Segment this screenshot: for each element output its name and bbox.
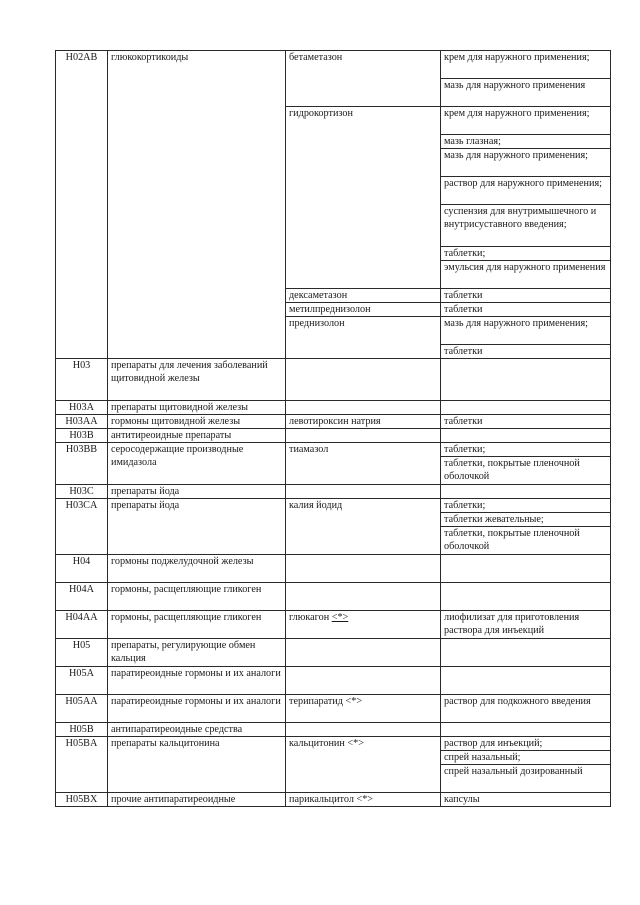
atc-code: H03C bbox=[56, 485, 108, 499]
table-row bbox=[56, 723, 611, 737]
drug-name bbox=[286, 737, 441, 793]
dosage-form: крем для наружного применения; bbox=[441, 107, 611, 135]
dosage-form-cell bbox=[441, 583, 611, 611]
atc-code: H04 bbox=[56, 555, 108, 583]
drug-name bbox=[286, 51, 441, 107]
atc-group: прочие антипаратиреоидные bbox=[108, 793, 286, 807]
atc-code: H05BA bbox=[56, 737, 108, 793]
table-row bbox=[56, 499, 611, 513]
dosage-form: спрей назальный дозированный bbox=[441, 765, 611, 793]
atc-group: гормоны, расщепляющие гликоген bbox=[108, 583, 286, 611]
atc-group: препараты щитовидной железы bbox=[108, 401, 286, 415]
table-row bbox=[56, 359, 611, 401]
atc-code: H02AB bbox=[56, 51, 108, 359]
dosage-form: эмульсия для наружного применения bbox=[441, 261, 611, 289]
table-row bbox=[56, 401, 611, 415]
atc-group: препараты кальцитонина bbox=[108, 737, 286, 793]
table-row bbox=[56, 415, 611, 429]
atc-code: H05A bbox=[56, 667, 108, 695]
drug-list-table bbox=[55, 50, 611, 807]
atc-group: гормоны, расщепляющие гликоген bbox=[108, 611, 286, 639]
dosage-form: мазь для наружного применения bbox=[441, 79, 611, 107]
dosage-form-cell bbox=[441, 485, 611, 499]
atc-code: H04A bbox=[56, 583, 108, 611]
drug-name bbox=[286, 415, 441, 429]
dosage-form: раствор для наружного применения; bbox=[441, 177, 611, 205]
drug-name-text: дексаметазон bbox=[289, 290, 348, 301]
table-row bbox=[56, 583, 611, 611]
dosage-form: таблетки, покрытые пленочной оболочкой bbox=[441, 457, 611, 485]
dosage-form: таблетки; bbox=[441, 247, 611, 261]
table-row bbox=[56, 695, 611, 723]
dosage-form-cell bbox=[441, 723, 611, 737]
atc-group: антипаратиреоидные средства bbox=[108, 723, 286, 737]
dosage-form: спрей назальный; bbox=[441, 751, 611, 765]
drug-name-text: терипаратид <*> bbox=[289, 696, 363, 707]
atc-group: паратиреоидные гормоны и их аналоги bbox=[108, 695, 286, 723]
drug-name bbox=[286, 611, 441, 639]
table-row bbox=[56, 793, 611, 807]
table-row bbox=[56, 51, 611, 79]
dosage-form: таблетки bbox=[441, 303, 611, 317]
table-row bbox=[56, 443, 611, 457]
drug-name-cell bbox=[286, 723, 441, 737]
dosage-form-cell bbox=[441, 555, 611, 583]
dosage-form: таблетки; bbox=[441, 443, 611, 457]
drug-name-text: парикальцитол <*> bbox=[289, 794, 374, 805]
dosage-form-cell bbox=[441, 359, 611, 401]
dosage-form-cell bbox=[441, 429, 611, 443]
drug-name bbox=[286, 107, 441, 289]
dosage-form: таблетки, покрытые пленочной оболочкой bbox=[441, 527, 611, 555]
drug-name-cell bbox=[286, 583, 441, 611]
drug-name-cell bbox=[286, 555, 441, 583]
dosage-form: мазь глазная; bbox=[441, 135, 611, 149]
dosage-form-cell bbox=[441, 639, 611, 667]
drug-name-text: калия йодид bbox=[289, 500, 343, 511]
atc-group: препараты для лечения заболеваний щитовидной железы bbox=[108, 359, 286, 401]
atc-code: H05BX bbox=[56, 793, 108, 807]
drug-name bbox=[286, 499, 441, 555]
drug-name-text: преднизолон bbox=[289, 318, 345, 329]
table-row bbox=[56, 611, 611, 639]
dosage-form: таблетки bbox=[441, 345, 611, 359]
atc-code: H05 bbox=[56, 639, 108, 667]
dosage-form: лиофилизат для приготовления раствора для инъекций bbox=[441, 611, 611, 639]
drug-name bbox=[286, 695, 441, 723]
atc-code: H03BB bbox=[56, 443, 108, 485]
drug-name-text: кальцитонин <*> bbox=[289, 738, 364, 749]
dosage-form: раствор для подкожного введения bbox=[441, 695, 611, 723]
atc-code: H03A bbox=[56, 401, 108, 415]
drug-name-cell bbox=[286, 485, 441, 499]
dosage-form: крем для наружного применения; bbox=[441, 51, 611, 79]
drug-name bbox=[286, 317, 441, 359]
drug-name-cell bbox=[286, 667, 441, 695]
dosage-form: раствор для инъекций; bbox=[441, 737, 611, 751]
drug-name-text: левотироксин натрия bbox=[289, 416, 381, 427]
dosage-form-cell bbox=[441, 667, 611, 695]
atc-code: H04AA bbox=[56, 611, 108, 639]
dosage-form: таблетки bbox=[441, 415, 611, 429]
drug-name bbox=[286, 443, 441, 485]
drug-name-cell bbox=[286, 429, 441, 443]
atc-group: серосодержащие производные имидазола bbox=[108, 443, 286, 485]
atc-group: препараты йода bbox=[108, 499, 286, 555]
atc-group: паратиреоидные гормоны и их аналоги bbox=[108, 667, 286, 695]
drug-name-text: гидрокортизон bbox=[289, 108, 353, 119]
atc-group: антитиреоидные препараты bbox=[108, 429, 286, 443]
dosage-form: таблетки жевательные; bbox=[441, 513, 611, 527]
atc-code: H03 bbox=[56, 359, 108, 401]
table-row bbox=[56, 639, 611, 667]
atc-code: H03AA bbox=[56, 415, 108, 429]
drug-name bbox=[286, 289, 441, 303]
footnote-mark: <*> bbox=[331, 612, 349, 623]
dosage-form: мазь для наружного применения; bbox=[441, 317, 611, 345]
table-row bbox=[56, 737, 611, 751]
dosage-form: капсулы bbox=[441, 793, 611, 807]
atc-group: препараты, регулирующие обмен кальция bbox=[108, 639, 286, 667]
atc-group: гормоны щитовидной железы bbox=[108, 415, 286, 429]
atc-code: H03B bbox=[56, 429, 108, 443]
atc-group: глюкокортикоиды bbox=[108, 51, 286, 359]
drug-name bbox=[286, 303, 441, 317]
dosage-form: таблетки bbox=[441, 289, 611, 303]
table-row bbox=[56, 429, 611, 443]
drug-name-text: тиамазол bbox=[289, 444, 329, 455]
atc-group: гормоны поджелудочной железы bbox=[108, 555, 286, 583]
atc-group: препараты йода bbox=[108, 485, 286, 499]
drug-name-cell bbox=[286, 359, 441, 401]
drug-name bbox=[286, 793, 441, 807]
table-row bbox=[56, 667, 611, 695]
drug-name-text: метилпреднизолон bbox=[289, 304, 371, 315]
dosage-form: мазь для наружного применения; bbox=[441, 149, 611, 177]
table-row bbox=[56, 555, 611, 583]
atc-code: H05AA bbox=[56, 695, 108, 723]
table-row bbox=[56, 485, 611, 499]
drug-name-cell bbox=[286, 639, 441, 667]
dosage-form-cell bbox=[441, 401, 611, 415]
dosage-form: таблетки; bbox=[441, 499, 611, 513]
drug-name-text: бетаметазон bbox=[289, 52, 343, 63]
drug-name-cell bbox=[286, 401, 441, 415]
dosage-form: суспензия для внутримышечного и внутрисуставного введения; bbox=[441, 205, 611, 247]
drug-name-text: глюкагон bbox=[289, 612, 330, 623]
atc-code: H03CA bbox=[56, 499, 108, 555]
atc-code: H05B bbox=[56, 723, 108, 737]
